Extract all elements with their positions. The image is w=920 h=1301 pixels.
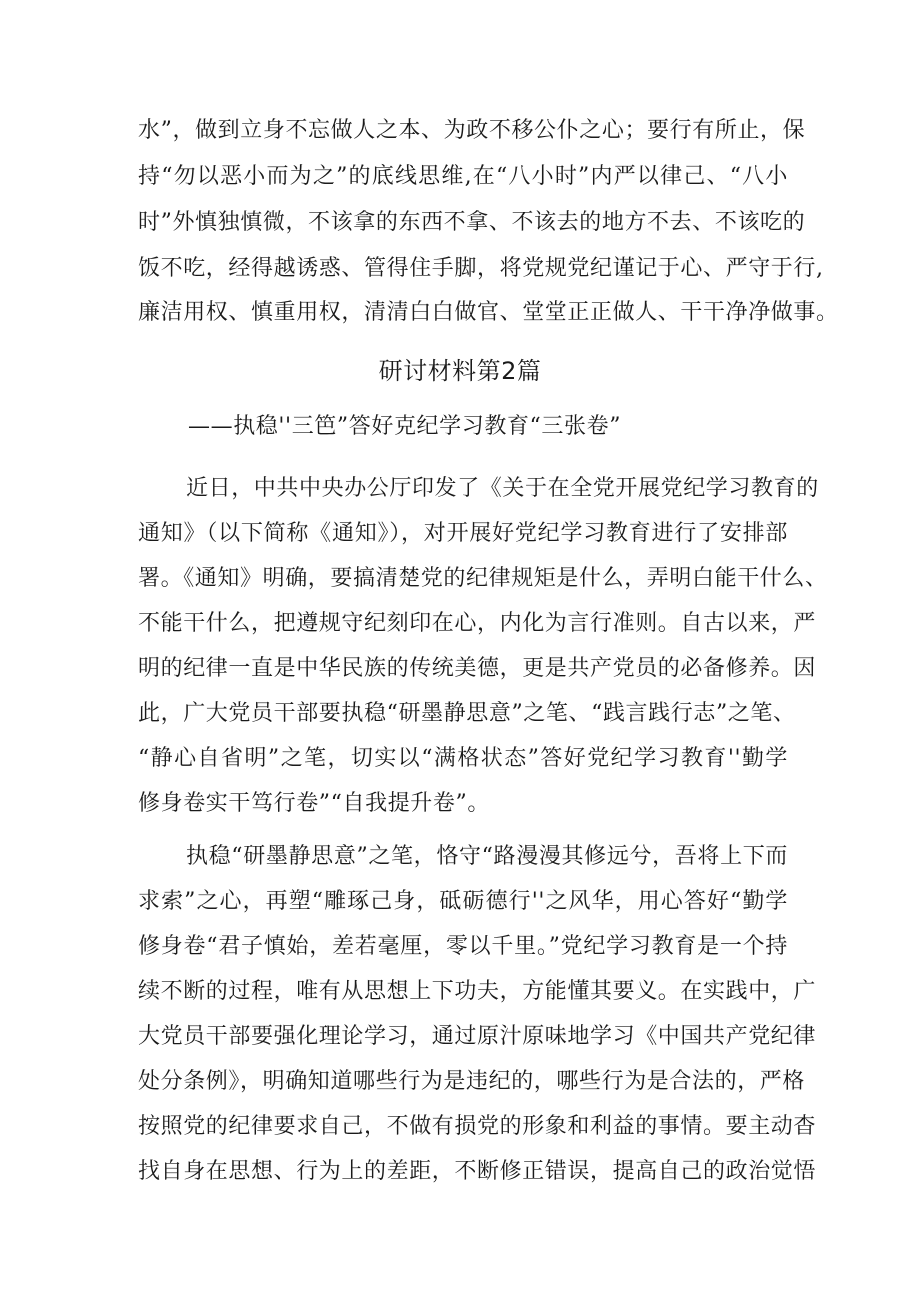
text-line: 廉洁用权、慎重用权，清清白白做官、堂堂正正做人、干干净净做事。 bbox=[138, 300, 839, 325]
text-line: 大党员干部要强化理论学习，通过原汁原味地学习《中国共产党纪律 bbox=[138, 1024, 817, 1049]
text-line: 求索”之心，再塑“雕琢己身，砥砺德行''之风华，用心答好“勤学 bbox=[138, 889, 788, 914]
text-line: 署。《通知》明确，要搞清楚党的纪律规矩是什么，弄明白能干什么、 bbox=[138, 566, 828, 591]
text-line: 修身卷“君子慎始，差若毫厘，零以千里。”党纪学习教育是一个持 bbox=[138, 934, 788, 959]
text-line: 续不断的过程，唯有从思想上下功夫，方能懂其要义。在实践中，广 bbox=[138, 979, 817, 1004]
text-line: 按照党的纪律要求自己，不做有损党的形象和利益的事情。要主动杳 bbox=[138, 1114, 817, 1139]
text-line: 此，广大党员干部要执稳“研墨静思意”之笔、“践言践行志”之笔、 bbox=[138, 701, 796, 726]
text-line: 不能干什么，把遵规守纪刻印在心，内化为言行准则。自古以来，严 bbox=[138, 611, 817, 636]
text-line: 持“勿以恶小而为之”的底线思维,在“八小时”内严以律己、“八小 bbox=[138, 164, 788, 189]
text-line: 找自身在思想、行为上的差距，不断修正错误，提高自己的政治觉悟 bbox=[138, 1159, 817, 1184]
text-line: “静心自省明”之笔，切实以“满格状态”答好党纪学习教育''勤学 bbox=[138, 746, 788, 771]
paragraph-last-line: 修身卷实干笃行卷”“自我提升卷”。 bbox=[138, 791, 490, 816]
text-line: 处分条例》，明确知道哪些行为是违纪的，哪些行为是合法的，严格 bbox=[138, 1069, 806, 1094]
paragraph-first-line: 执稳“研墨静思意”之笔，恪守“路漫漫其修远兮，吾将上下而 bbox=[186, 844, 788, 869]
text-line: 通知》（以下简称《通知》），对开展好党纪学习教育进行了安排部 bbox=[138, 521, 788, 546]
text-line: 时”外慎独慎微，不该拿的东西不拿、不该去的地方不去、不该吃的 bbox=[138, 210, 806, 235]
subtitle: ——执稳''三笆”答好克纪学习教育“三张卷” bbox=[188, 414, 622, 439]
page-title: 研讨材料第2篇 bbox=[378, 357, 542, 385]
text-line: 明的纪律一直是中华民族的传统美德，更是共产党员的必备修养。因 bbox=[138, 656, 817, 681]
text-line: 水”，做到立身不忘做人之本、为政不移公仆之心；要行有所止，保 bbox=[138, 118, 806, 143]
text-line: 饭不吃，经得越诱惑、管得住手脚，将党规党纪谨记于心、严守于行, bbox=[138, 256, 824, 281]
paragraph-first-line: 近日，中共中央办公厅印发了《关于在全党开展党纪学习教育的 bbox=[186, 476, 819, 501]
